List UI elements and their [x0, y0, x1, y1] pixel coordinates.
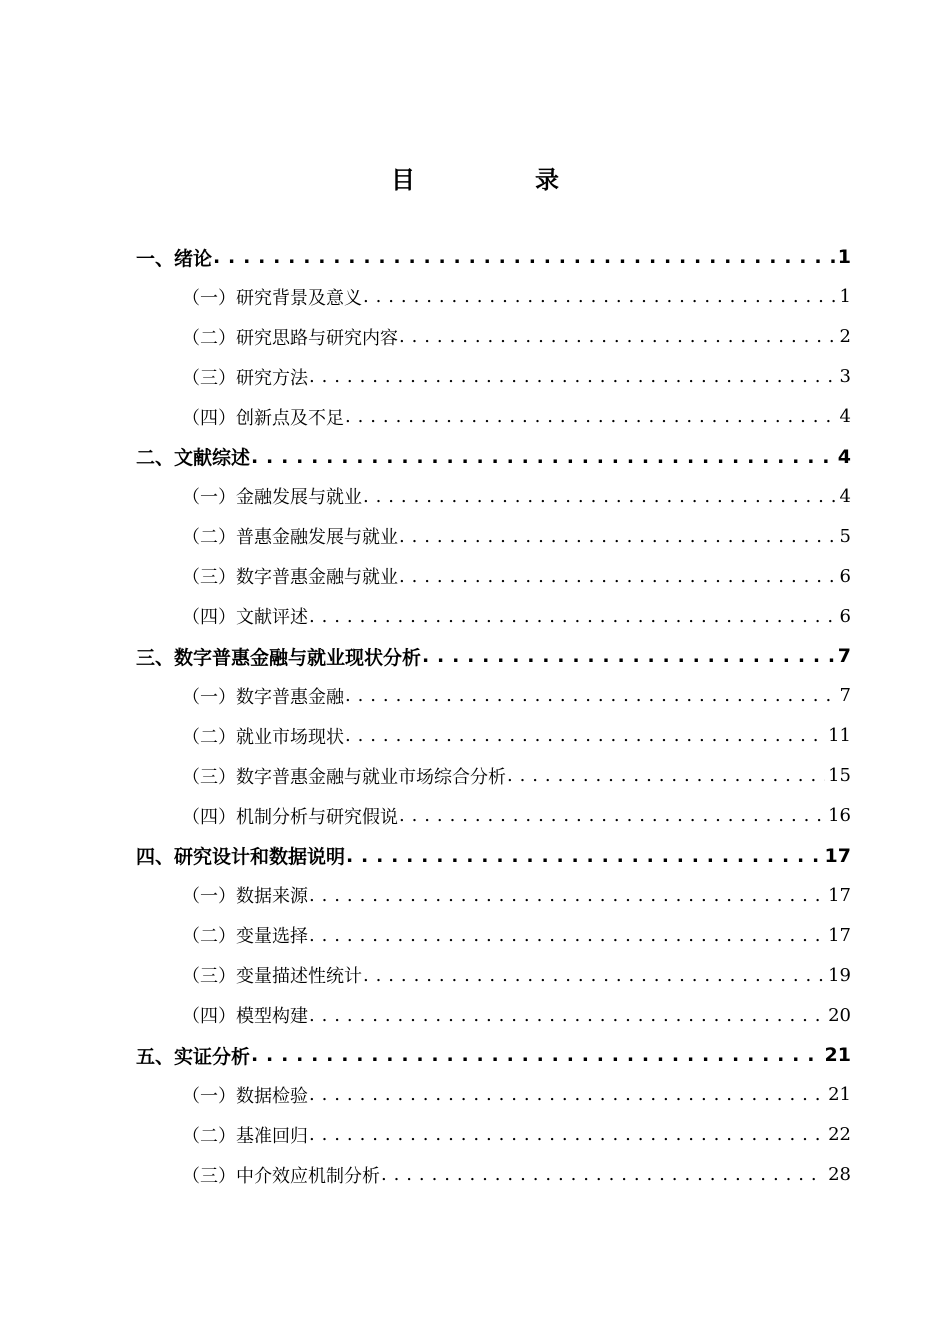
dot-leader [250, 1044, 825, 1066]
toc-entry-label: （三）研究方法 [182, 367, 308, 389]
toc-entry-label: （二）就业市场现状 [182, 726, 344, 748]
toc-entry-label: （一）数据来源 [182, 886, 308, 908]
dot-leader [308, 366, 840, 387]
toc-chapter-entry[interactable] [136, 437, 851, 477]
dot-leader [506, 765, 828, 786]
dot-leader [308, 606, 840, 627]
toc-page-number: 15 [828, 765, 851, 787]
toc-entry-label: （三）中介效应机制分析 [182, 1165, 380, 1187]
toc-section-entry[interactable] [182, 1155, 851, 1195]
toc-page-number: 2 [839, 326, 851, 348]
toc-entry-label: （三）数字普惠金融与就业 [182, 567, 398, 589]
toc-section-entry[interactable] [182, 915, 851, 955]
toc-page-number: 20 [828, 1004, 851, 1026]
toc-entry-label: （四）创新点及不足 [182, 407, 344, 429]
toc-entry-label: （一）金融发展与就业 [182, 487, 362, 509]
toc-section-entry[interactable] [182, 556, 851, 596]
toc-entry-label: （二）研究思路与研究内容 [182, 327, 398, 349]
dot-leader [421, 645, 838, 667]
page-title: 目 录 [391, 166, 607, 194]
dot-leader [398, 526, 840, 547]
toc-section-entry[interactable] [182, 676, 851, 716]
toc-page-number: 21 [824, 1044, 851, 1066]
dot-leader [380, 1164, 828, 1185]
dot-leader [308, 1124, 828, 1145]
toc-page-number: 4 [839, 406, 851, 428]
dot-leader [398, 805, 828, 826]
dot-leader [398, 566, 840, 587]
toc-page-number: 7 [839, 685, 851, 707]
dot-leader [362, 965, 828, 986]
toc-section-entry[interactable] [182, 716, 851, 756]
toc-section-entry[interactable] [182, 516, 851, 556]
toc-chapter-entry[interactable] [136, 1035, 851, 1075]
toc-entry-label: （四）机制分析与研究假说 [182, 806, 398, 828]
toc-section-entry[interactable] [182, 955, 851, 995]
dot-leader [398, 326, 840, 347]
toc-page-number: 21 [828, 1084, 851, 1106]
toc-section-entry[interactable] [182, 756, 851, 796]
toc-chapter-entry[interactable] [136, 836, 851, 876]
dot-leader [344, 725, 828, 746]
toc-entry-label: （一）数据检验 [182, 1085, 308, 1107]
toc-entry-label: 一、绪论 [136, 247, 213, 270]
toc-entry-label: 四、研究设计和数据说明 [136, 846, 346, 868]
toc-page-number: 22 [828, 1124, 851, 1146]
toc-page-number: 3 [839, 366, 851, 388]
toc-page-number: 19 [828, 964, 851, 986]
toc-page-number: 1 [837, 246, 851, 268]
toc-section-entry[interactable] [182, 995, 851, 1035]
toc-entry-label: 三、数字普惠金融与就业现状分析 [136, 646, 422, 669]
toc-section-entry[interactable] [182, 397, 851, 437]
dot-leader [250, 446, 838, 468]
toc-page-number: 11 [828, 725, 851, 747]
toc-page-number: 17 [828, 924, 851, 946]
toc-section-entry[interactable] [182, 1075, 851, 1115]
dot-leader [308, 1005, 828, 1026]
dot-leader [344, 406, 840, 427]
toc-chapter-entry[interactable] [136, 636, 851, 676]
toc-page-number: 7 [837, 645, 851, 667]
toc-entry-label: （三）变量描述性统计 [182, 966, 362, 988]
toc-page-number: 4 [837, 445, 851, 468]
toc-page-number: 1 [839, 286, 851, 308]
toc-entry-label: （三）数字普惠金融与就业市场综合分析 [182, 766, 506, 788]
toc-page-number: 17 [824, 844, 851, 867]
toc-page-number: 16 [828, 805, 851, 827]
toc-section-entry[interactable] [182, 796, 851, 836]
toc-entry-label: （二）基准回归 [182, 1125, 308, 1147]
toc-page-number: 6 [839, 605, 851, 627]
toc-section-entry[interactable] [182, 596, 851, 636]
toc-entry-label: （四）文献评述 [182, 607, 308, 629]
toc-chapter-entry[interactable] [136, 237, 851, 277]
toc-section-entry[interactable] [182, 476, 851, 516]
toc-page-number: 6 [839, 565, 851, 587]
toc-page-number: 4 [839, 485, 851, 507]
dot-leader [362, 486, 840, 507]
toc-section-entry[interactable] [182, 277, 851, 317]
toc-section-entry[interactable] [182, 357, 851, 397]
dot-leader [212, 246, 838, 268]
dot-leader [345, 845, 825, 867]
toc-page-number: 5 [839, 525, 851, 547]
toc-page-number: 28 [828, 1164, 851, 1186]
dot-leader [362, 286, 840, 307]
toc-section-entry[interactable] [182, 875, 851, 915]
toc-entry-label: 五、实证分析 [136, 1045, 251, 1068]
toc-entry-label: （二）普惠金融发展与就业 [182, 527, 398, 549]
dot-leader [308, 885, 828, 906]
toc-entry-label: （四）模型构建 [182, 1006, 308, 1028]
toc-entry-label: （一）数字普惠金融 [182, 686, 344, 708]
toc-entry-label: （一）研究背景及意义 [182, 287, 362, 309]
toc-page-number: 17 [828, 884, 851, 906]
dot-leader [308, 1084, 828, 1105]
dot-leader [344, 685, 840, 706]
dot-leader [308, 925, 828, 946]
toc-entry-label: （二）变量选择 [182, 926, 308, 948]
toc-section-entry[interactable] [182, 317, 851, 357]
toc-entry-label: 二、文献综述 [136, 447, 251, 469]
toc-section-entry[interactable] [182, 1115, 851, 1155]
